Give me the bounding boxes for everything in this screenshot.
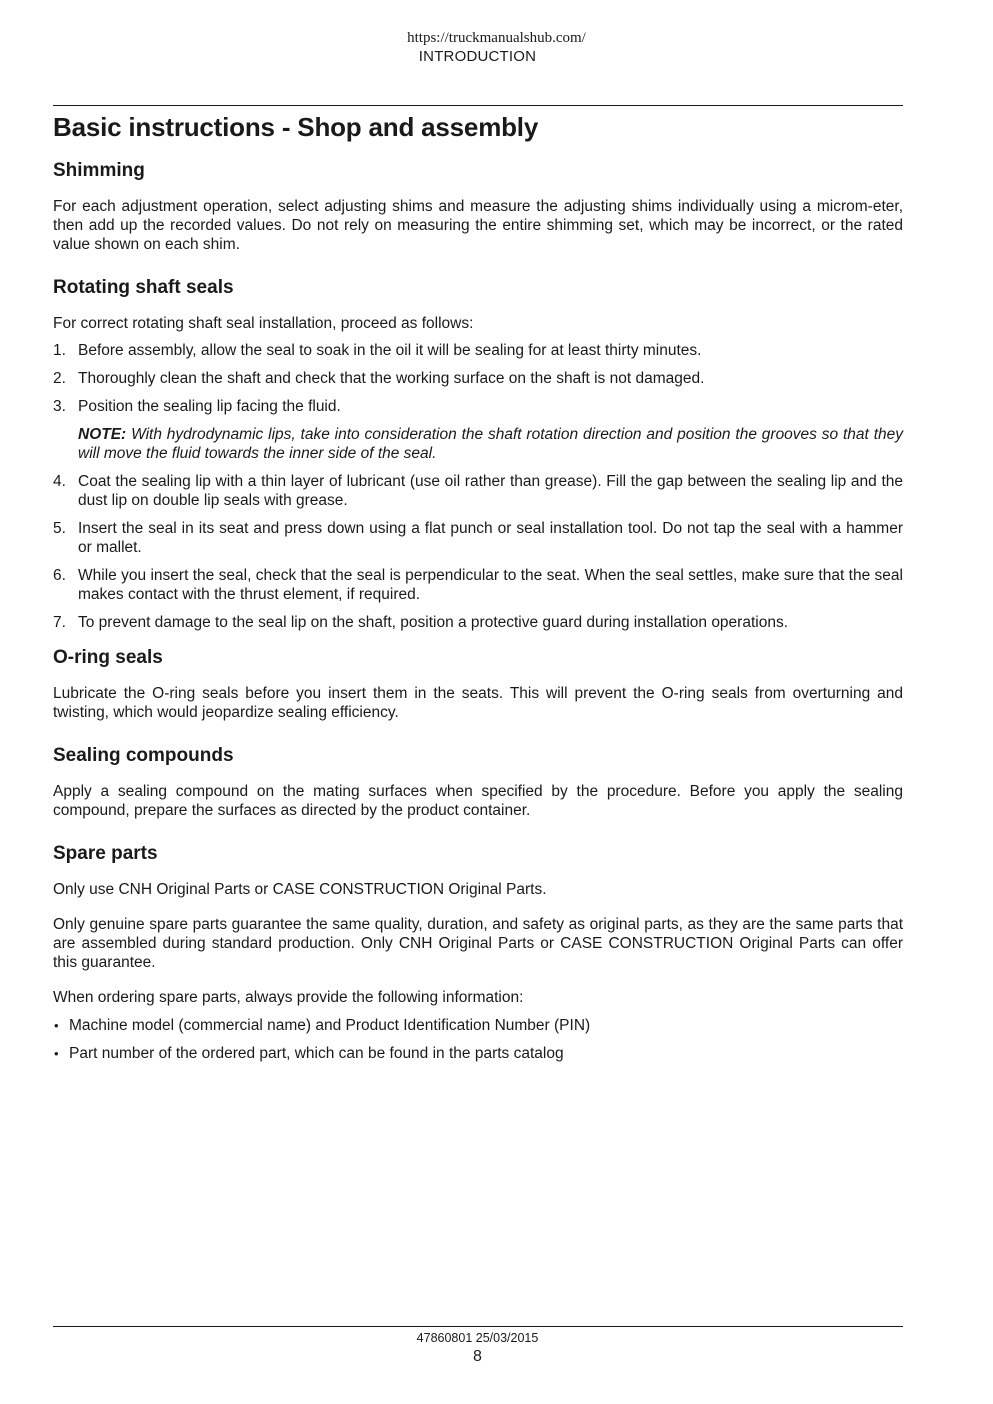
running-header-section: INTRODUCTION [418,48,537,65]
list-item [53,1016,903,1035]
heading-rotating-shaft-seals: Rotating shaft seals [53,277,234,298]
heading-o-ring-seals: O-ring seals [53,647,163,668]
page-content [53,111,903,1072]
step-number: 1. [53,342,66,359]
list-item [53,369,903,388]
bullet-text: Part number of the ordered part, which can be found in the parts catalog [69,1045,564,1062]
spare-parts-p1: Only use CNH Original Parts or CASE CONSTRUCTION Original Parts. [53,881,547,898]
spare-parts-p2: Only genuine spare parts guarantee the same quality, duration, and safety as original parts, as they are the same parts that are assembled during standard production. Only CNH Original Parts or CASE CONSTRUCTION Original Parts can offer this guarantee. [53,916,903,971]
sealing-compounds-text: Apply a sealing compound on the mating surfaces when specified by the procedure. Before you apply the sealing compound, prepare the surfaces as directed by the product container. [53,783,903,819]
note-label: NOTE: [78,426,127,443]
bullet-text: Machine model (commercial name) and Product Identification Number (PIN) [69,1017,591,1034]
seal-installation-steps-continued [53,472,903,632]
list-item [53,472,903,510]
heading-sealing-compounds: Sealing compounds [53,745,234,766]
list-item [53,397,903,416]
step-number: 5. [53,520,66,537]
spare-parts-p3: When ordering spare parts, always provide the following information: [53,989,524,1006]
seal-installation-steps [53,341,903,416]
step-text: Insert the seal in its seat and press down using a flat punch or seal installation tool. Do not tap the seal with a hammer or mallet. [78,520,903,556]
source-url: https://truckmanualshub.com/ [407,30,586,46]
step-number: 2. [53,370,66,387]
ordering-info-list [53,1016,903,1063]
step-text: While you insert the seal, check that the seal is perpendicular to the seat. When the seal settles, make sure that the seal makes contact with the thrust element, if required. [78,567,903,603]
step-number: 7. [53,614,66,631]
list-item [53,341,903,360]
step-text: Position the sealing lip facing the fluid. [78,398,341,415]
step-number: 4. [53,473,66,490]
page-title: Basic instructions - Shop and assembly [53,112,539,142]
list-item [53,613,903,632]
list-item [53,519,903,557]
bullet-icon: • [54,1018,59,1033]
step-text: Coat the sealing lip with a thin layer of lubricant (use oil rather than grease). Fill the gap between the sealing lip and the dust lip on double lip seals with grease. [78,473,903,509]
step-text: To prevent damage to the seal lip on the shaft, position a protective guard during installation operations. [78,614,789,631]
page-number: 8 [473,1348,482,1365]
list-item [53,566,903,604]
header-divider [53,105,903,106]
rotating-intro: For correct rotating shaft seal installation, proceed as follows: [53,315,474,332]
note-text: With hydrodynamic lips, take into consideration the shaft rotation direction and position the grooves so that they will move the fluid towards the inner side of the seal. [78,426,903,462]
heading-spare-parts: Spare parts [53,843,158,864]
footer-divider [53,1326,903,1327]
step-number: 6. [53,567,66,584]
heading-shimming: Shimming [53,160,145,181]
step-text: Before assembly, allow the seal to soak in the oil it will be sealing for at least thirty minutes. [78,342,702,359]
list-item [53,1044,903,1063]
o-ring-text: Lubricate the O-ring seals before you insert them in the seats. This will prevent the O-ring seals from overturning and twisting, which would jeopardize sealing efficiency. [53,685,903,721]
step-number: 3. [53,398,66,415]
document-number: 47860801 25/03/2015 [416,1331,539,1345]
shimming-text: For each adjustment operation, select adjusting shims and measure the adjusting shims individually using a microm-eter, then add up the recorded values. Do not rely on measuring the entire shimming set, which may be incorrect, or the rated value shown on each shim. [53,198,903,253]
bullet-icon: • [54,1046,59,1061]
note-block [78,425,903,463]
step-text: Thoroughly clean the shaft and check that the working surface on the shaft is not damaged. [78,370,705,387]
